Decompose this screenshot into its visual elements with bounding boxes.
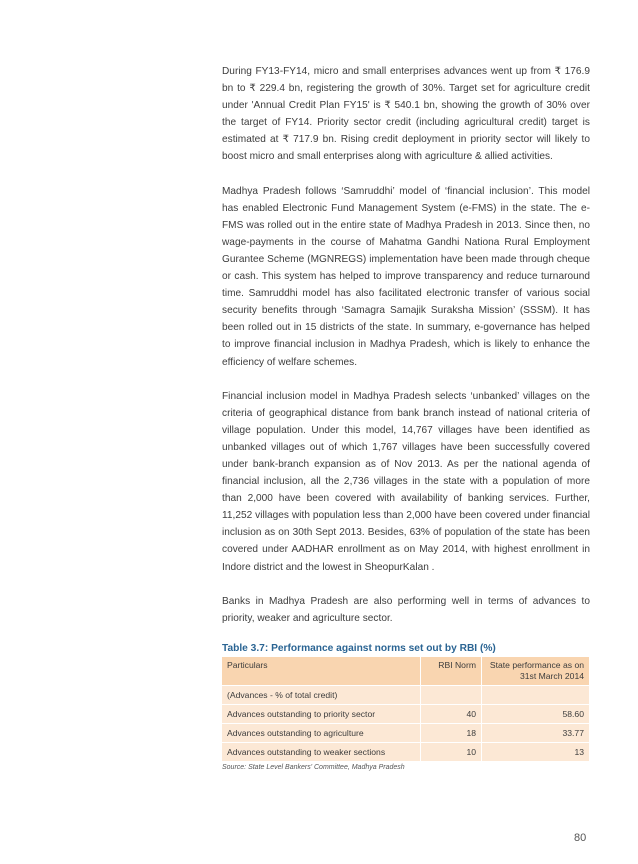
page-number: 80 <box>574 832 587 844</box>
header-state-performance: State performance as on 31st March 2014 <box>482 657 590 686</box>
cell-particular: (Advances - % of total credit) <box>222 685 421 704</box>
cell-particular: Advances outstanding to agriculture <box>222 723 421 742</box>
table-row <box>222 742 590 761</box>
rbi-norms-table <box>222 657 590 761</box>
cell-rbi-norm <box>421 685 482 704</box>
cell-state-performance: 58.60 <box>482 704 590 723</box>
table-source-note: Source: State Level Bankers' Committee, Madhya Pradesh <box>222 763 405 771</box>
paragraph-samruddhi-model: Madhya Pradesh follows ‘Samruddhi’ model of ‘financial inclusion’. This model has enabled Electronic Fund Management System (e-FMS) in the state. The e-FMS was rolled out in the entire state of Madhya Pradesh in 2013. Since then, no wage-payments in the course of Mahatma Gandhi Nationa Rural Employment Gurantee Scheme (MGNREGS) implementation have been made through cheque or cash. This system has helped to improve transparency and reduce turnaround time. Samruddhi model has also facilitated electronic transfer of various social security benefits through ‘Samagra Samajik Suraksha Mission’ (SSSM). It has been rolled out in 15 districts of the state. In summary, e-governance has helped to improve financial inclusion in Madhya Pradesh, which is likely to enhance the efficiency of welfare schemes. <box>222 185 590 368</box>
paragraph-financial-inclusion: Financial inclusion model in Madhya Pradesh selects ‘unbanked’ villages on the criteria of geographical distance from bank branch instead of national criteria of village population. Under this model, 14,767 villages have been identified as unbanked villages out of which 1,767 villages have been successfully covered under bank-branch expansion as of Nov 2013. As per the national agenda of financial inclusion, all the 2,736 villages in the state with a population of more than 2,000 have been covered with availability of banking services. Further, 11,252 villages with population less than 2,000 have been covered under financial inclusion as on 30th Sept 2013. Besides, 63% of population of the state has been covered under AADHAR enrollment as on May 2014, with highest enrollment in Indore district and the lowest in SheopurKalan . <box>222 390 590 573</box>
header-particulars: Particulars <box>222 657 421 686</box>
table-title: Table 3.7: Performance against norms set out by RBI (%) <box>222 642 496 654</box>
cell-rbi-norm: 18 <box>421 723 482 742</box>
cell-rbi-norm: 40 <box>421 704 482 723</box>
cell-state-performance: 33.77 <box>482 723 590 742</box>
paragraph-banks-performance: Banks in Madhya Pradesh are also performing well in terms of advances to priority, weaker and agriculture sector. <box>222 595 590 624</box>
cell-state-performance: 13 <box>482 742 590 761</box>
cell-state-performance <box>482 685 590 704</box>
header-rbi-norm: RBI Norm <box>421 657 482 686</box>
table-row <box>222 685 590 704</box>
table-header-row <box>222 657 590 686</box>
table-row <box>222 704 590 723</box>
paragraph-msme-advances: During FY13-FY14, micro and small enterprises advances went up from ₹ 176.9 bn to ₹ 229.4 bn, registering the growth of 30%. Target set for agriculture credit under 'Annual Credit Plan FY15' is ₹ 540.1 bn, showing the growth of 30% over the target of FY14. Priority sector credit (including agricultural credit) target is estimated at ₹ 717.9 bn. Rising credit deployment in priority sector will likely to boost micro and small enterprises along with agriculture & allied activities. <box>222 66 590 163</box>
cell-rbi-norm: 10 <box>421 742 482 761</box>
cell-particular: Advances outstanding to weaker sections <box>222 742 421 761</box>
document-body <box>222 63 590 771</box>
table-row <box>222 723 590 742</box>
cell-particular: Advances outstanding to priority sector <box>222 704 421 723</box>
